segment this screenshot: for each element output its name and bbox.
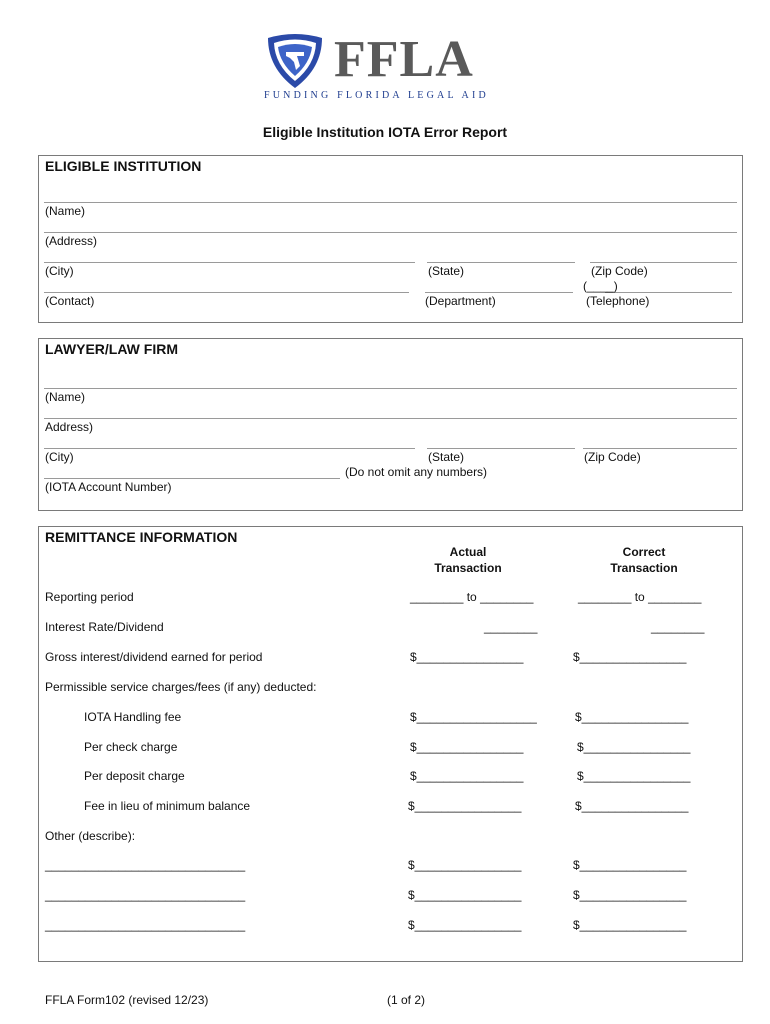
lawyer-iota-account-field[interactable] xyxy=(44,478,340,479)
logo-tagline: FUNDING FLORIDA LEGAL AID xyxy=(264,90,489,101)
gross-interest-label: Gross interest/dividend earned for period xyxy=(45,650,263,664)
page-number: (1 of 2) xyxy=(387,993,426,1007)
other-describe-field[interactable]: ______________________________ xyxy=(45,918,246,932)
lawyer-zip-label: (Zip Code) xyxy=(584,450,641,464)
permissible-charges-label: Permissible service charges/fees (if any) deducted: xyxy=(45,680,317,694)
min-balance-fee-correct-field[interactable]: $________________ xyxy=(575,799,689,813)
institution-zip-field[interactable] xyxy=(590,262,737,263)
lawyer-name-label: (Name) xyxy=(45,390,86,404)
lawyer-city-label: (City) xyxy=(45,450,74,464)
institution-state-field[interactable] xyxy=(427,262,575,263)
logo-wordmark: FFLA xyxy=(334,31,474,88)
gross-interest-correct-field[interactable]: $________________ xyxy=(573,650,687,664)
per-check-charge-actual-field[interactable]: $________________ xyxy=(410,740,524,754)
institution-address-label: (Address) xyxy=(45,234,98,248)
lawyer-state-label: (State) xyxy=(428,450,465,464)
interest-rate-actual-field[interactable]: ________ xyxy=(484,620,538,634)
institution-telephone-field[interactable] xyxy=(605,292,732,293)
other-correct-field[interactable]: $________________ xyxy=(573,858,687,872)
institution-name-field[interactable] xyxy=(44,202,737,203)
page-title: Eligible Institution IOTA Error Report xyxy=(262,124,508,140)
institution-state-label: (State) xyxy=(428,264,465,278)
iota-handling-fee-actual-field[interactable]: $__________________ xyxy=(410,710,537,724)
column-header-actual xyxy=(418,544,518,576)
other-actual-field[interactable]: $________________ xyxy=(408,858,522,872)
institution-city-field[interactable] xyxy=(44,262,415,263)
reporting-period-label: Reporting period xyxy=(45,590,134,604)
other-correct-field[interactable]: $________________ xyxy=(573,918,687,932)
other-describe-field[interactable]: ______________________________ xyxy=(45,858,246,872)
institution-name-label: (Name) xyxy=(45,204,86,218)
reporting-period-actual-field[interactable]: ________ to ________ xyxy=(410,590,534,604)
shield-map-icon xyxy=(264,32,326,90)
lawyer-city-field[interactable] xyxy=(44,448,415,449)
institution-telephone-label: (Telephone) xyxy=(586,294,650,308)
lawyer-zip-field[interactable] xyxy=(583,448,737,449)
lawyer-omit-note: (Do not omit any numbers) xyxy=(345,465,488,479)
interest-rate-correct-field[interactable]: ________ xyxy=(651,620,705,634)
other-correct-field[interactable]: $________________ xyxy=(573,888,687,902)
institution-zip-label: (Zip Code) xyxy=(591,264,648,278)
lawyer-address-label: Address) xyxy=(45,420,94,434)
remittance-heading: REMITTANCE INFORMATION xyxy=(45,529,238,545)
lawyer-state-field[interactable] xyxy=(427,448,575,449)
iota-handling-fee-correct-field[interactable]: $________________ xyxy=(575,710,689,724)
min-balance-fee-label: Fee in lieu of minimum balance xyxy=(84,799,251,813)
lawyer-name-field[interactable] xyxy=(44,388,737,389)
institution-contact-field[interactable] xyxy=(44,292,409,293)
institution-contact-label: (Contact) xyxy=(45,294,95,308)
other-actual-field[interactable]: $________________ xyxy=(408,888,522,902)
lawyer-heading: LAWYER/LAW FIRM xyxy=(45,341,178,357)
institution-city-label: (City) xyxy=(45,264,74,278)
telephone-area-code-blank: (____) xyxy=(583,279,618,293)
per-check-charge-label: Per check charge xyxy=(84,740,178,754)
per-check-charge-correct-field[interactable]: $________________ xyxy=(577,740,691,754)
column-header-correct-text: Correct Transaction xyxy=(610,545,678,575)
institution-heading: ELIGIBLE INSTITUTION xyxy=(45,158,202,174)
institution-department-label: (Department) xyxy=(425,294,496,308)
per-deposit-charge-correct-field[interactable]: $________________ xyxy=(577,769,691,783)
gross-interest-actual-field[interactable]: $________________ xyxy=(410,650,524,664)
institution-department-field[interactable] xyxy=(425,292,573,293)
column-header-actual-text: Actual Transaction xyxy=(434,545,502,575)
iota-handling-fee-label: IOTA Handling fee xyxy=(84,710,182,724)
per-deposit-charge-label: Per deposit charge xyxy=(84,769,185,783)
lawyer-address-field[interactable] xyxy=(44,418,737,419)
other-describe-field[interactable]: ______________________________ xyxy=(45,888,246,902)
other-actual-field[interactable]: $________________ xyxy=(408,918,522,932)
institution-address-field[interactable] xyxy=(44,232,737,233)
interest-rate-label: Interest Rate/Dividend xyxy=(45,620,164,634)
per-deposit-charge-actual-field[interactable]: $________________ xyxy=(410,769,524,783)
reporting-period-correct-field[interactable]: ________ to ________ xyxy=(578,590,702,604)
form-id: FFLA Form102 (revised 12/23) xyxy=(45,993,209,1007)
column-header-correct xyxy=(594,544,694,576)
min-balance-fee-actual-field[interactable]: $________________ xyxy=(408,799,522,813)
other-describe-label: Other (describe): xyxy=(45,829,136,843)
lawyer-iota-account-label: (IOTA Account Number) xyxy=(45,480,172,494)
